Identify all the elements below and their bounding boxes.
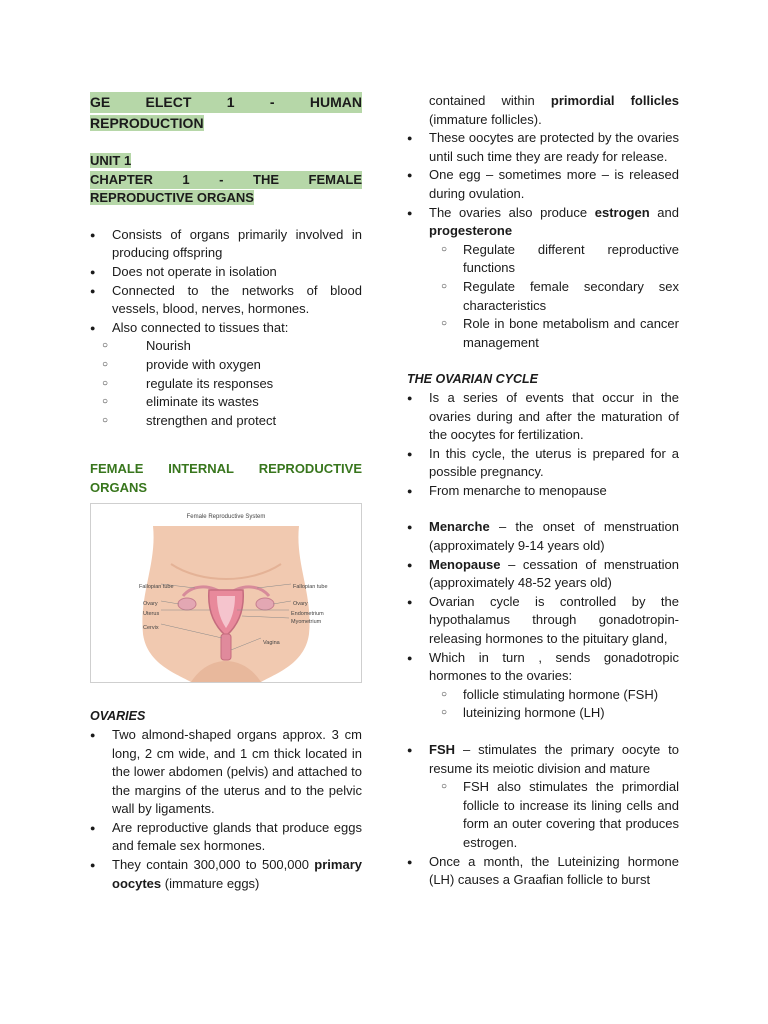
ovaries-list — [90, 726, 362, 893]
list-item: ● These oocytes are protected by the ovaries until such time they are ready for release. — [407, 129, 679, 166]
sub-item: ○ FSH also stimulates the primordial follicle to increase its lining cells and form an outer covering that produces estrogen. — [429, 778, 679, 852]
ovaries-list-continued — [407, 92, 679, 352]
list-item: ● Which in turn , sends gonadotropic hormones to the ovaries: ○ follicle stimulating hormone (FSH) ○ luteinizing hormone (LH) — [407, 649, 679, 723]
list-item: ● FSH – stimulates the primary oocyte to resume its meiotic division and mature ○ FSH also stimulates the primordial follicle to increase its lining cells and form an outer covering that produces estrogen. — [407, 741, 679, 853]
label-myometrium: Myometrium — [291, 619, 322, 626]
unit-heading: UNIT 1 — [90, 153, 132, 168]
label-endometrium: Endometrium — [291, 611, 324, 618]
label-cervix: Cervix — [143, 625, 159, 632]
list-item: ● Consists of organs primarily involved in producing offspring — [90, 226, 362, 263]
sub-item: ○ luteinizing hormone (LH) — [429, 704, 679, 723]
list-item: ● The ovaries also produce estrogen and progesterone ○ Regulate different reproductive functions ○ Regulate female secondary sex characteristics ○ Role in bone metabolism and cancer management — [407, 204, 679, 353]
list-item: ● Does not operate in isolation — [90, 263, 362, 282]
sub-item: ○ Role in bone metabolism and cancer management — [429, 315, 679, 352]
list-item: ● In this cycle, the uterus is prepared for a possible pregnancy. — [407, 445, 679, 482]
title-line-2: REPRODUCTION — [90, 115, 204, 131]
list-item: ● Ovarian cycle is controlled by the hypothalamus through gonadotropin-releasing hormones to the pituitary gland, — [407, 593, 679, 649]
sub-item: ○ regulate its responses — [90, 375, 362, 394]
list-item-continuation: contained within primordial follicles (immature follicles). — [429, 93, 679, 127]
list-item: ● Connected to the networks of blood vessels, blood, nerves, hormones. — [90, 282, 362, 319]
list-item: ● Are reproductive glands that produce eggs and female sex hormones. — [90, 819, 362, 856]
gonadotropin-sublist — [429, 686, 679, 723]
sub-item: ○ Nourish — [90, 337, 362, 356]
chapter-heading: CHAPTER 1 - THE FEMALE REPRODUCTIVE ORGANS — [90, 171, 362, 206]
ovaries-heading: OVARIES — [90, 709, 146, 724]
hormone-role-sublist — [429, 241, 679, 353]
tissue-sublist — [90, 337, 362, 430]
sub-item: ○ Regulate different reproductive functions — [429, 241, 679, 278]
list-item: ● They contain 300,000 to 500,000 primary oocytes (immature eggs) — [90, 856, 362, 893]
sub-item: ○ follicle stimulating hormone (FSH) — [429, 686, 679, 705]
left-column — [90, 92, 362, 893]
sub-item: ○ strengthen and protect — [90, 412, 362, 431]
list-item: ● Also connected to tissues that: ○ Nourish ○ provide with oxygen ○ regulate its responses ○ eliminate its wastes ○ strengthen and protect — [90, 319, 362, 431]
list-item: ● From menarche to menopause — [407, 482, 679, 501]
fsh-sublist — [429, 778, 679, 852]
title-line-1: GE ELECT 1 - HUMAN — [90, 92, 362, 113]
list-item: ● Menopause – cessation of menstruation (approximately 48-52 years old) — [407, 556, 679, 593]
right-column — [407, 92, 679, 890]
list-item: ● Menarche – the onset of menstruation (approximately 9-14 years old) — [407, 518, 679, 555]
label-uterus: Uterus — [143, 611, 160, 618]
reproductive-system-figure — [90, 503, 362, 683]
intro-list — [90, 226, 362, 431]
label-fallopian-right: Fallopian tube — [293, 584, 328, 591]
internal-organs-heading: FEMALE INTERNAL REPRODUCTIVE ORGANS — [90, 461, 362, 496]
sub-item: ○ Regulate female secondary sex characteristics — [429, 278, 679, 315]
sub-item: ○ eliminate its wastes — [90, 393, 362, 412]
list-item: ● One egg – sometimes more – is released during ovulation. — [407, 166, 679, 203]
sub-item: ○ provide with oxygen — [90, 356, 362, 375]
list-item: ● Once a month, the Luteinizing hormone (LH) causes a Graafian follicle to burst — [407, 853, 679, 890]
document-title — [90, 92, 362, 134]
ovarian-cycle-heading: THE OVARIAN CYCLE — [407, 372, 539, 387]
cycle-list-3 — [407, 741, 679, 890]
label-vagina: Vagina — [263, 640, 280, 647]
cycle-list-2 — [407, 518, 679, 723]
list-item: ● Two almond-shaped organs approx. 3 cm long, 2 cm wide, and 1 cm thick located in the lower abdomen (pelvis) and attached to the margins of the uterus and to the pelvic wall by ligaments. — [90, 726, 362, 819]
label-ovary-left: Ovary — [143, 601, 158, 608]
list-item: ● Is a series of events that occur in the ovaries during and after the maturation of the oocytes for fertilization. — [407, 389, 679, 445]
label-ovary-right: Ovary — [293, 601, 308, 608]
figure-caption: Female Reproductive System — [186, 514, 266, 521]
cycle-list — [407, 389, 679, 501]
label-fallopian-left: Fallopian tube — [139, 584, 174, 591]
